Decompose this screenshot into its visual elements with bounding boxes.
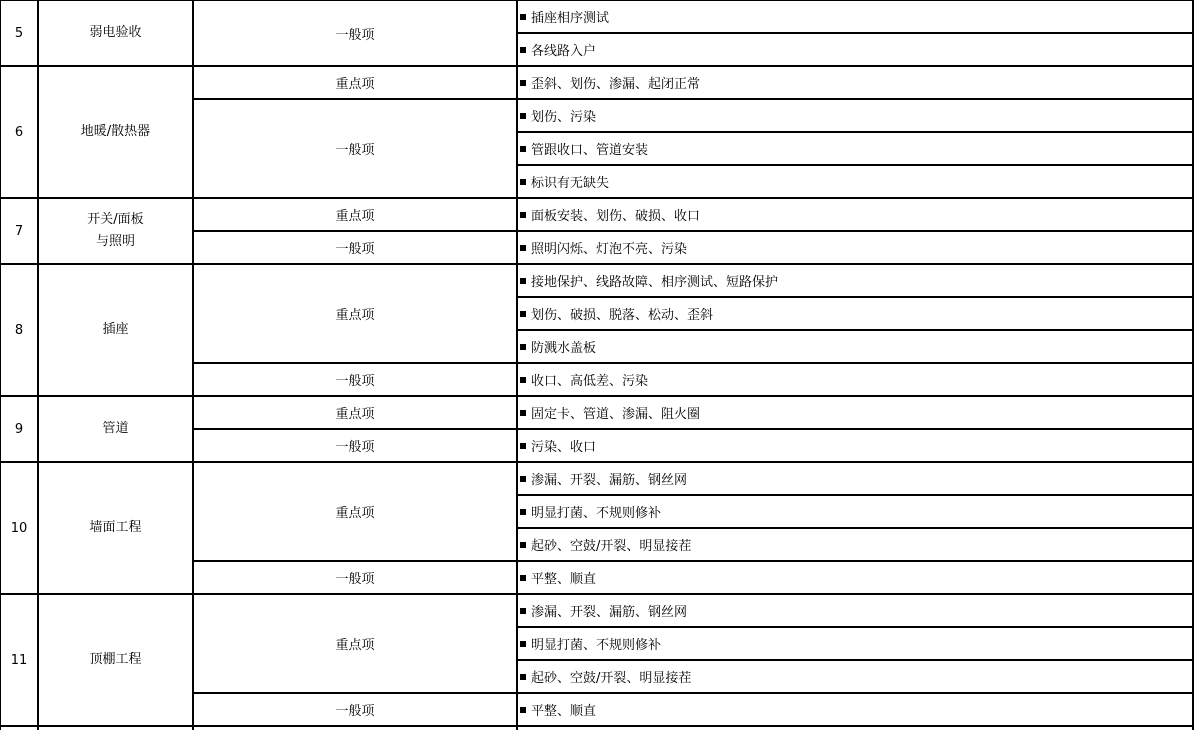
check-item <box>517 297 1193 330</box>
row-divider <box>517 164 1193 166</box>
check-item-text: 污染、收口 <box>531 440 597 455</box>
bullet-square-icon <box>520 410 526 416</box>
bullet-square-icon <box>520 641 526 647</box>
bullet-square-icon <box>520 278 526 284</box>
level-label: 一般项 <box>335 27 375 43</box>
check-item-text: 明显打菌、不规则修补 <box>531 638 662 653</box>
item-name-line: 管道 <box>102 421 129 436</box>
bullet-square-icon <box>520 179 526 185</box>
check-item-text: 固定卡、管道、渗漏、阻火圈 <box>531 407 701 422</box>
level-cell <box>193 462 517 561</box>
check-item <box>517 0 1193 33</box>
row-number-cell <box>0 264 38 396</box>
bullet-square-icon <box>520 674 526 680</box>
column-divider <box>0 0 1 730</box>
item-name-line: 开关/面板 <box>87 212 144 227</box>
bullet-square-icon <box>520 542 526 548</box>
bullet-square-icon <box>520 245 526 251</box>
item-name <box>102 418 128 440</box>
bullet-square-icon <box>520 575 526 581</box>
level-cell <box>193 198 517 231</box>
bullet-square-icon <box>520 311 526 317</box>
check-item-text: 歪斜、划伤、渗漏、起闭正常 <box>531 77 701 92</box>
row-divider <box>0 725 1193 727</box>
check-item <box>517 330 1193 363</box>
level-label: 一般项 <box>335 242 375 257</box>
check-item <box>517 198 1193 231</box>
check-item-text: 明显打菌、不规则修补 <box>531 506 662 521</box>
item-name <box>102 319 128 341</box>
row-divider <box>193 428 1193 430</box>
level-label: 一般项 <box>335 704 375 719</box>
level-cell <box>193 231 517 264</box>
item-name-cell <box>38 198 193 264</box>
column-divider <box>516 0 518 730</box>
level-label: 重点项 <box>335 209 375 224</box>
check-item <box>517 693 1193 726</box>
row-number: 5 <box>14 25 24 41</box>
row-number-cell <box>0 66 38 198</box>
row-number-cell <box>0 0 38 66</box>
row-divider <box>517 131 1193 133</box>
item-name-line: 墙面工程 <box>89 520 142 535</box>
row-number-cell <box>0 198 38 264</box>
row-number: 11 <box>10 652 28 668</box>
item-name <box>89 22 141 44</box>
row-divider <box>517 329 1193 331</box>
check-item-text: 划伤、污染 <box>531 110 597 125</box>
check-item-text: 各线路入户 <box>531 44 597 59</box>
level-label: 重点项 <box>335 308 375 323</box>
row-number: 7 <box>14 223 24 239</box>
bullet-square-icon <box>520 608 526 614</box>
check-item-text: 平整、顺直 <box>531 704 597 719</box>
check-item <box>517 594 1193 627</box>
bullet-square-icon <box>520 344 526 350</box>
row-number: 8 <box>14 322 24 338</box>
bullet-square-icon <box>520 47 526 53</box>
row-divider <box>517 32 1193 34</box>
check-item <box>517 165 1193 198</box>
level-cell <box>193 594 517 693</box>
level-label: 一般项 <box>335 143 375 158</box>
check-item-text: 照明闪烁、灯泡不亮、污染 <box>531 242 688 257</box>
row-divider <box>517 494 1193 496</box>
check-item-text: 管跟收口、管道安装 <box>531 143 649 158</box>
check-item-text: 起砂、空鼓/开裂、明显接茬 <box>531 539 692 554</box>
check-item-text: 面板安装、划伤、破损、收口 <box>531 209 701 224</box>
bullet-square-icon <box>520 509 526 515</box>
check-item <box>517 429 1193 462</box>
level-cell <box>193 99 517 198</box>
level-label: 一般项 <box>335 572 375 587</box>
check-item <box>517 231 1193 264</box>
bullet-square-icon <box>520 80 526 86</box>
bullet-square-icon <box>520 212 526 218</box>
row-number-cell <box>0 594 38 726</box>
row-number-cell <box>0 396 38 462</box>
check-item <box>517 264 1193 297</box>
level-cell <box>193 693 517 726</box>
bullet-square-icon <box>520 476 526 482</box>
check-item <box>517 363 1193 396</box>
level-label: 重点项 <box>335 407 375 422</box>
check-item <box>517 660 1193 693</box>
bullet-square-icon <box>520 146 526 152</box>
check-item <box>517 528 1193 561</box>
item-name-line: 顶棚工程 <box>89 652 142 667</box>
level-label: 一般项 <box>335 440 375 455</box>
check-item-text: 渗漏、开裂、漏筋、钢丝网 <box>531 605 688 620</box>
item-name <box>87 209 143 253</box>
row-number-cell <box>0 462 38 594</box>
bullet-square-icon <box>520 14 526 20</box>
item-name-cell <box>38 0 193 66</box>
check-item-text: 平整、顺直 <box>531 572 597 587</box>
check-item <box>517 561 1193 594</box>
check-item-text: 接地保护、线路故障、相序测试、短路保护 <box>531 275 779 290</box>
bullet-square-icon <box>520 443 526 449</box>
check-item <box>517 99 1193 132</box>
row-divider <box>517 626 1193 628</box>
item-name <box>89 649 141 671</box>
check-item-text: 标识有无缺失 <box>531 176 610 191</box>
row-divider <box>193 98 1193 100</box>
item-name-line: 与照明 <box>95 234 135 249</box>
row-number: 6 <box>14 124 24 140</box>
check-item <box>517 132 1193 165</box>
level-cell <box>193 66 517 99</box>
row-divider <box>193 560 1193 562</box>
bullet-square-icon <box>520 113 526 119</box>
item-name-cell <box>38 66 193 198</box>
bullet-square-icon <box>520 707 526 713</box>
column-divider <box>192 0 194 730</box>
check-item <box>517 33 1193 66</box>
column-divider <box>37 0 39 730</box>
row-divider <box>193 362 1193 364</box>
item-name-cell <box>38 594 193 726</box>
item-name <box>89 517 141 539</box>
row-number: 9 <box>14 421 24 437</box>
item-name-line: 弱电验收 <box>89 25 142 40</box>
row-divider <box>517 659 1193 661</box>
check-item <box>517 66 1193 99</box>
level-cell <box>193 396 517 429</box>
level-label: 一般项 <box>335 374 375 389</box>
check-item-text: 划伤、破损、脱落、松动、歪斜 <box>531 308 714 323</box>
level-cell <box>193 0 517 66</box>
row-divider <box>193 692 1193 694</box>
check-item <box>517 627 1193 660</box>
check-item <box>517 462 1193 495</box>
column-divider <box>1192 0 1194 730</box>
check-item-text: 起砂、空鼓/开裂、明显接茬 <box>531 671 692 686</box>
level-cell <box>193 429 517 462</box>
level-label: 重点项 <box>335 77 375 92</box>
level-label: 重点项 <box>335 506 375 521</box>
check-item-text: 渗漏、开裂、漏筋、钢丝网 <box>531 473 688 488</box>
row-number: 10 <box>10 520 28 536</box>
check-item <box>517 396 1193 429</box>
item-name-line: 插座 <box>102 322 129 337</box>
item-name <box>81 121 150 143</box>
row-divider <box>193 230 1193 232</box>
level-cell <box>193 561 517 594</box>
check-item-text: 收口、高低差、污染 <box>531 374 649 389</box>
level-cell <box>193 363 517 396</box>
item-name-cell <box>38 396 193 462</box>
check-item <box>517 495 1193 528</box>
item-name-cell <box>38 462 193 594</box>
level-cell <box>193 264 517 363</box>
item-name-cell <box>38 264 193 396</box>
check-item-text: 插座相序测试 <box>531 11 610 26</box>
check-item-text: 防溅水盖板 <box>531 341 597 356</box>
row-divider <box>517 296 1193 298</box>
row-divider <box>517 527 1193 529</box>
item-name-line: 地暖/散热器 <box>80 124 151 139</box>
level-label: 重点项 <box>335 638 375 653</box>
bullet-square-icon <box>520 377 526 383</box>
